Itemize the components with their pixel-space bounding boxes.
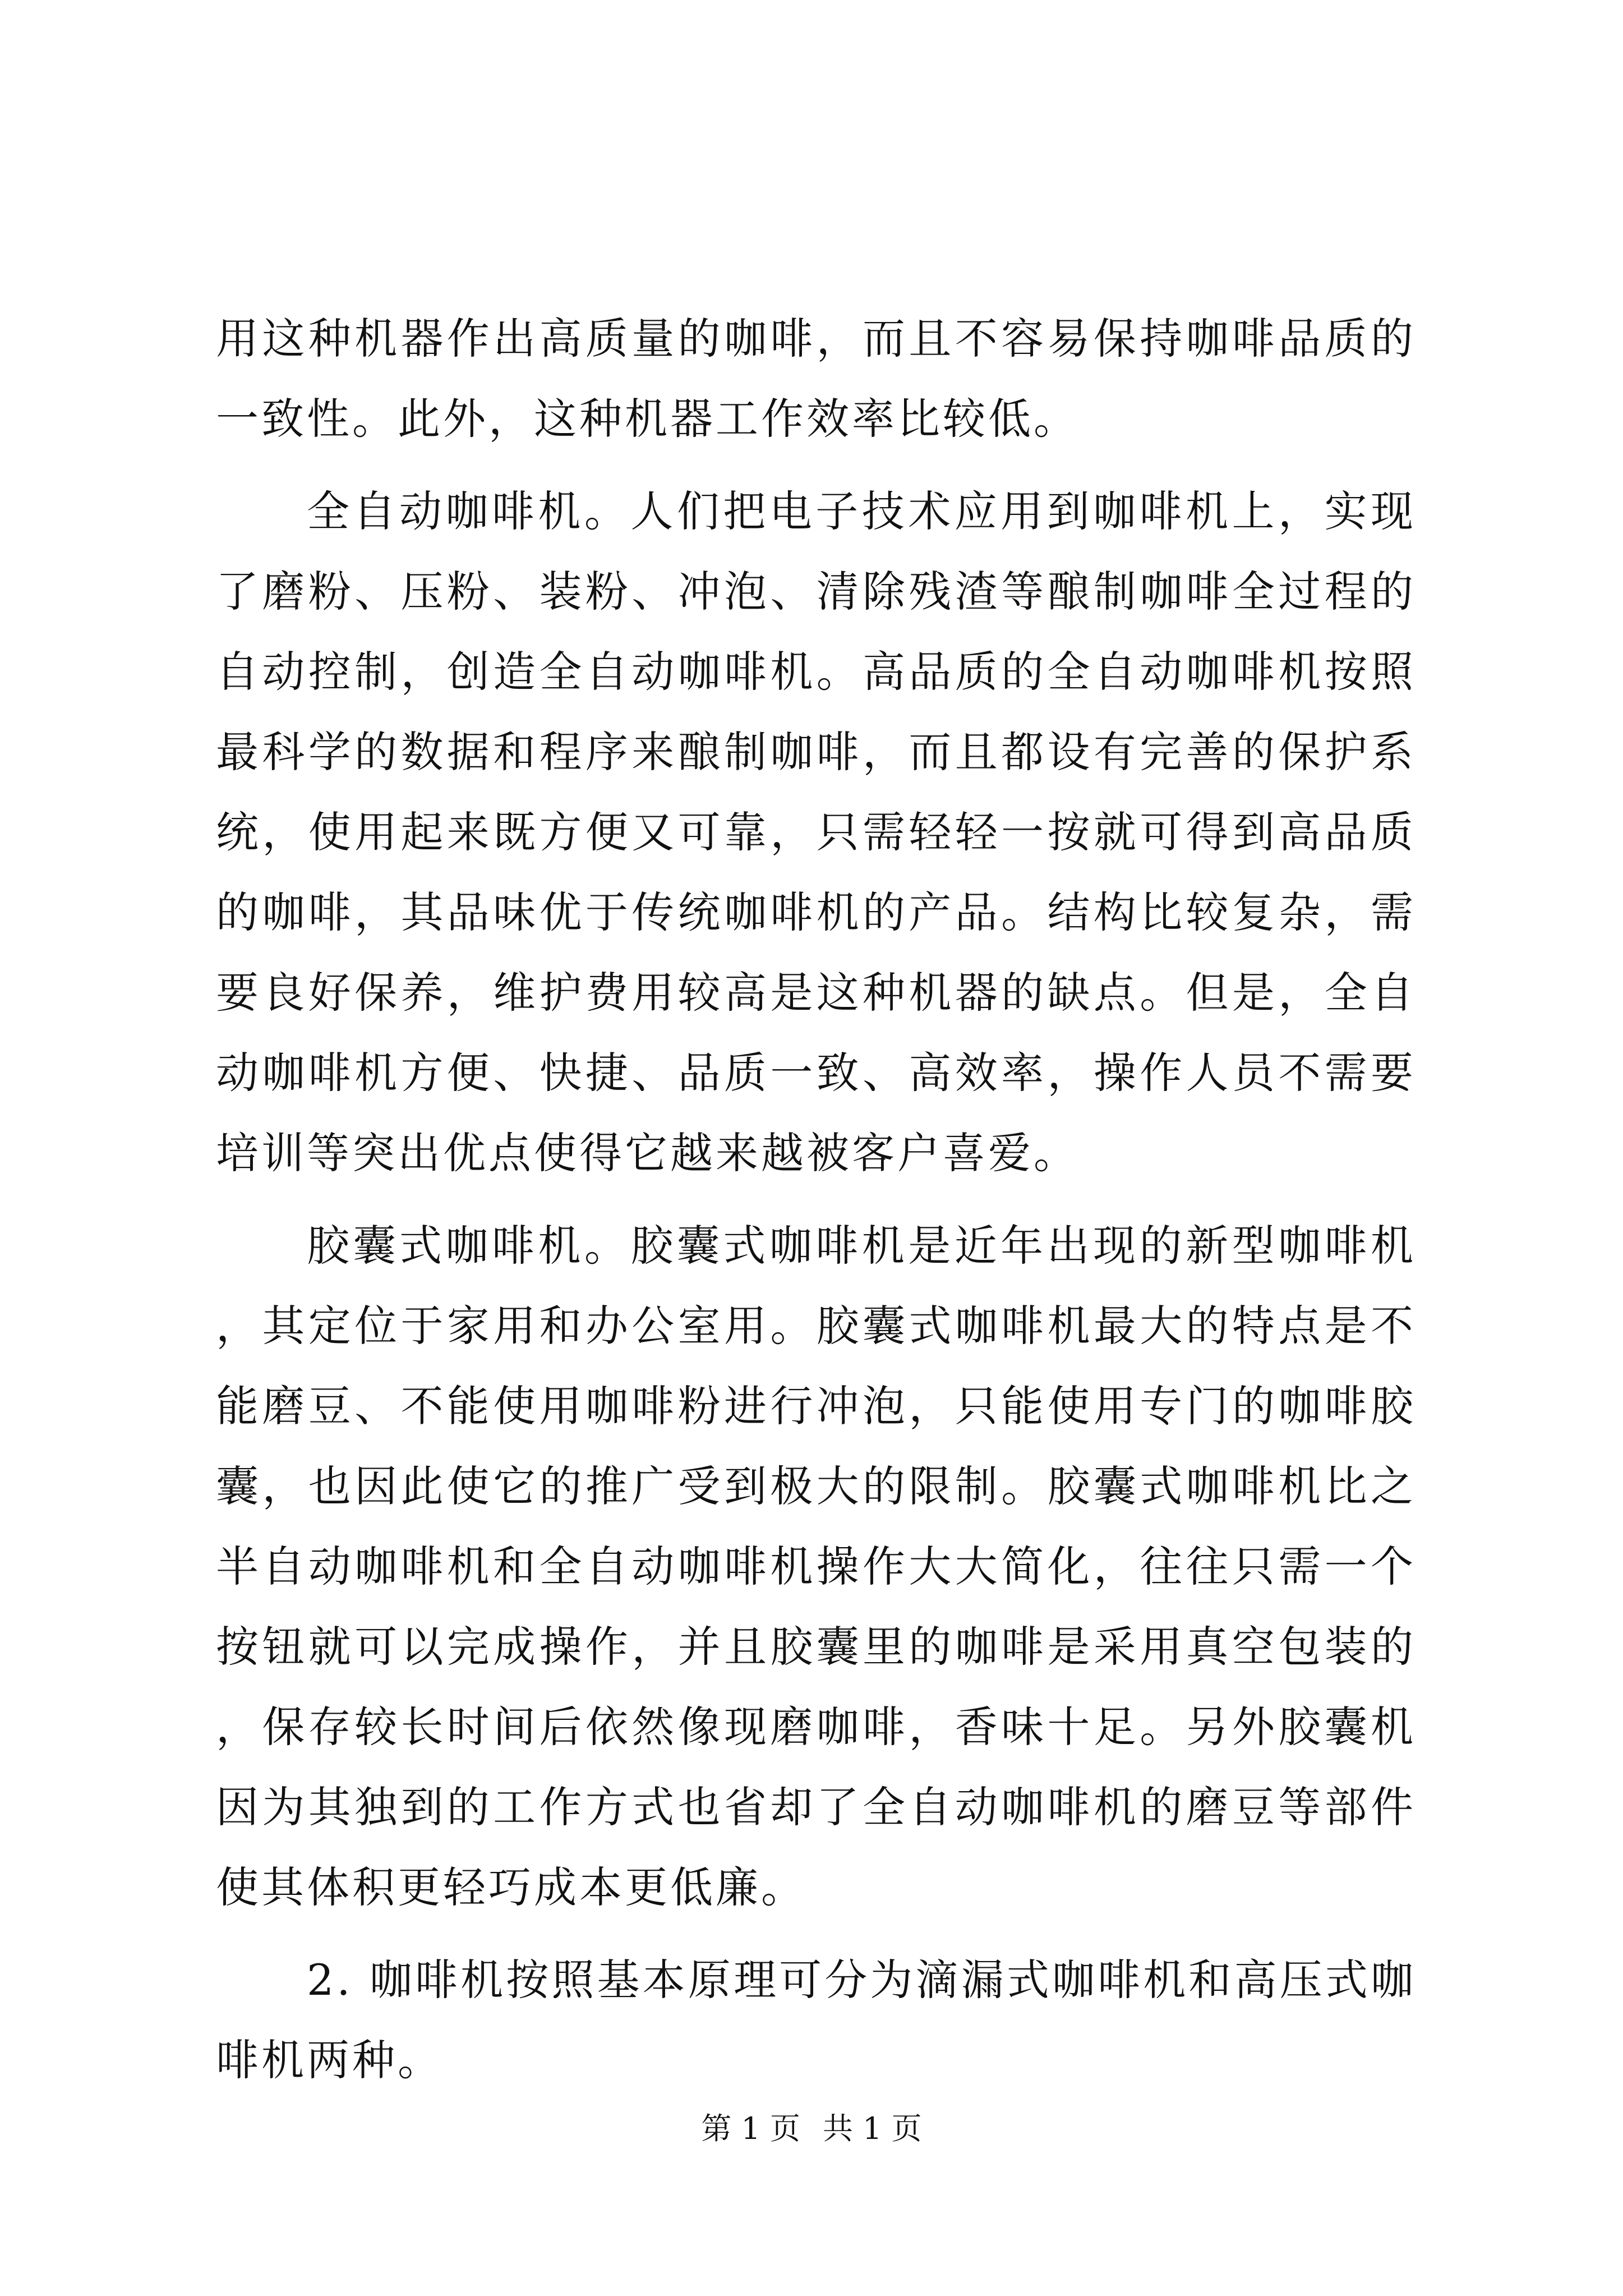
page-total: 共 1 页 — [823, 2111, 922, 2146]
paragraph-1: 用这种机器作出高质量的咖啡，而且不容易保持咖啡品质的一致性。此外，这种机器工作效率比较低。 — [216, 314, 1416, 444]
paragraph-3: 胶囊式咖啡机。胶囊式咖啡机是近年出现的新型咖啡机，其定位于家用和办公室用。胶囊式咖啡机最大的特点是不能磨豆、不能使用咖啡粉进行冲泡，只能使用专门的咖啡胶囊，也因此使它的推广受到极大的限制。胶囊式咖啡机比之半自动咖啡机和全自动咖啡机操作大大简化，往往只需一个按钮就可以完成操作，并且胶囊里的咖啡是采用真空包装的，保存较长时间后依然像现磨咖啡，香味十足。另外胶囊机因为其独到的工作方式也省却了全自动咖啡机的磨豆等部件使其体积更轻巧成本更低廉。 — [216, 1221, 1416, 1912]
paragraph-2: 全自动咖啡机。人们把电子技术应用到咖啡机上，实现了磨粉、压粉、装粉、冲泡、清除残渣等酿制咖啡全过程的自动控制，创造全自动咖啡机。高品质的全自动咖啡机按照最科学的数据和程序来酿制咖啡，而且都设有完善的保护系统，使用起来既方便又可靠，只需轻轻一按就可得到高品质的咖啡，其品味优于传统咖啡机的产品。结构比较复杂，需要良好保养，维护费用较高是这种机器的缺点。但是，全自动咖啡机方便、快捷、品质一致、高效率，操作人员不需要培训等突出优点使得它越来越被客户喜爱。 — [216, 486, 1416, 1178]
page-number: 第 1 页 — [701, 2111, 800, 2146]
body-text — [216, 298, 1416, 2100]
page-footer — [0, 2109, 1623, 2148]
paragraph-4: 2. 咖啡机按照基本原理可分为滴漏式咖啡机和高压式咖啡机两种。 — [216, 1955, 1416, 2085]
